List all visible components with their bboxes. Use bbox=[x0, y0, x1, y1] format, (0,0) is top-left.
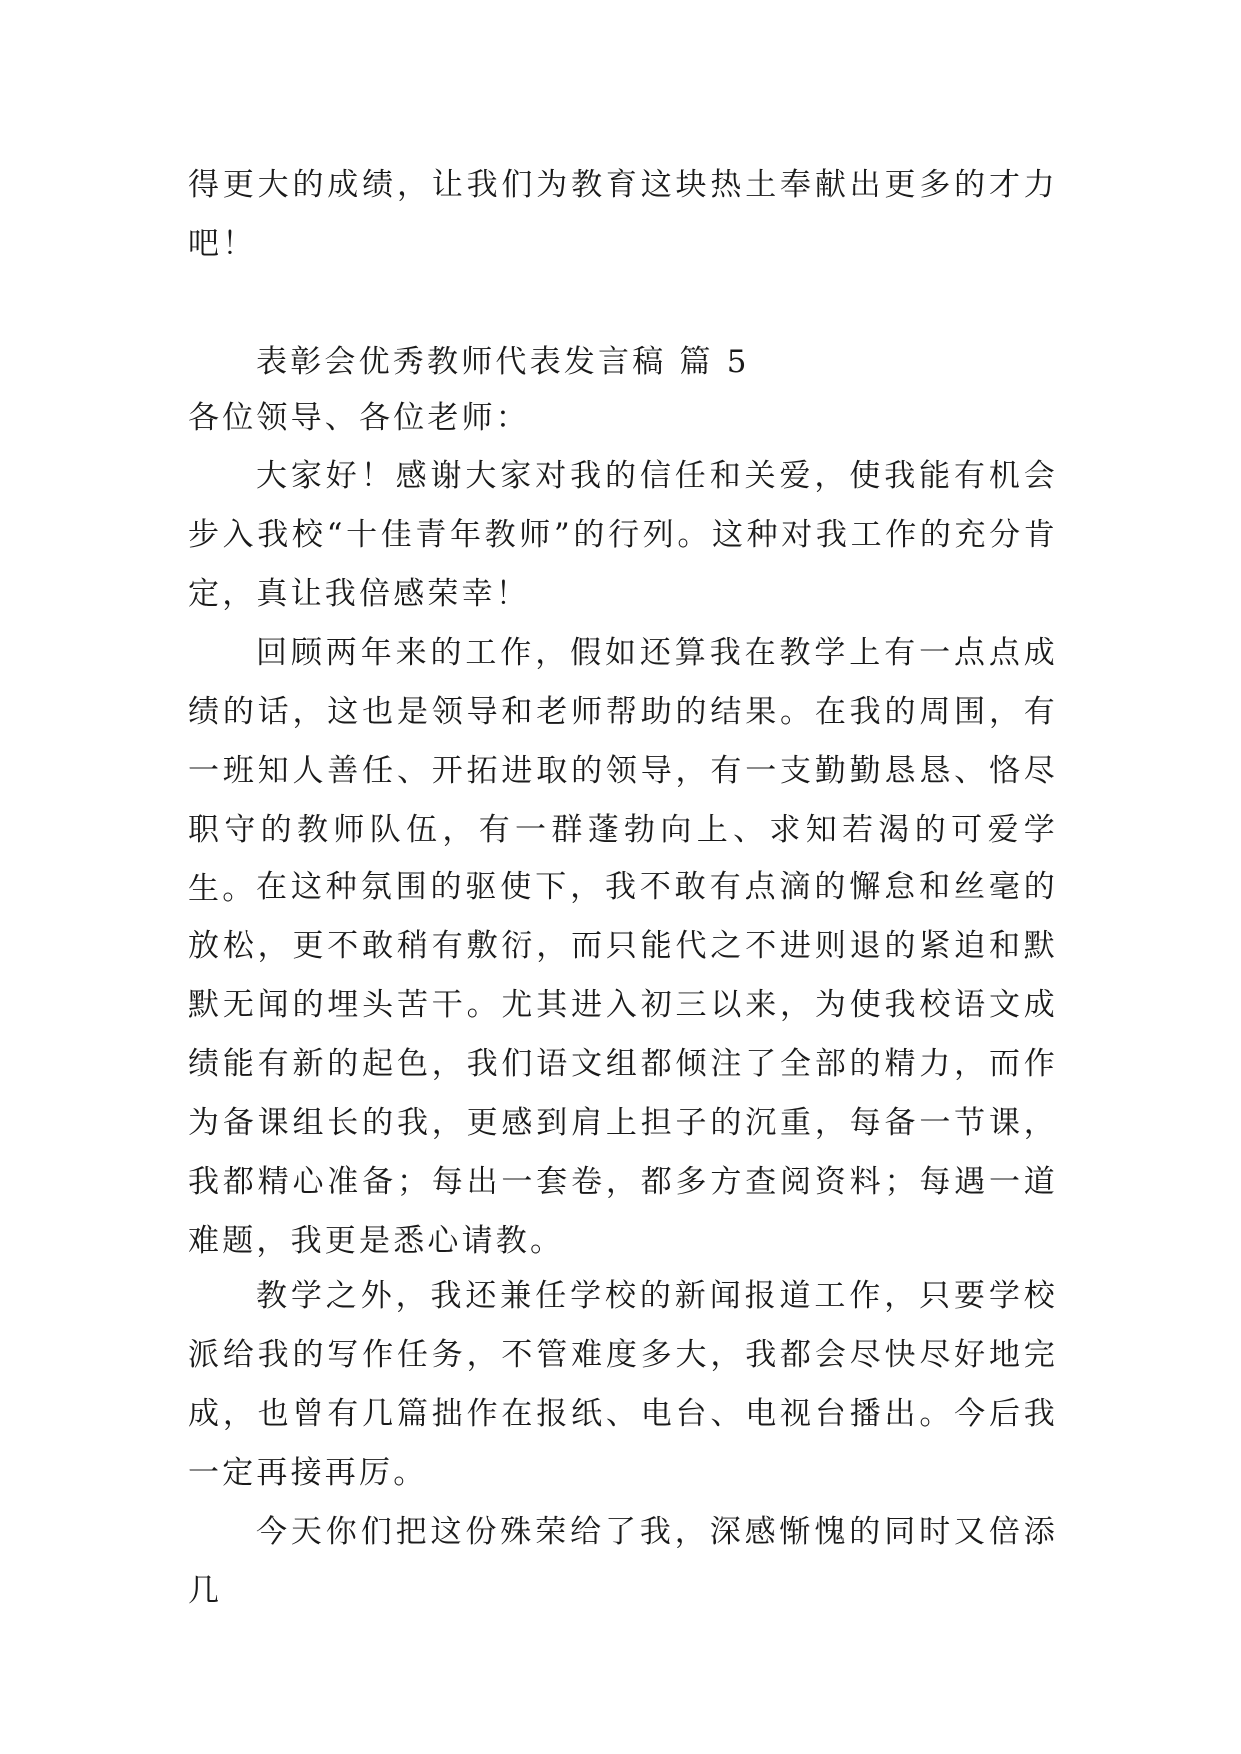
body-paragraph: 大家好！感谢大家对我的信任和关爱，使我能有机会步入我校“十佳青年教师”的行列。这种对我工作的充分肯定，真让我倍感荣幸！ bbox=[188, 458, 1058, 612]
body-paragraph: 今天你们把这份殊荣给了我，深感惭愧的同时又倍添几 bbox=[188, 1514, 1058, 1609]
body-paragraph: 在这种氛围的驱使下，我不敢有点滴的懈怠和丝毫的放松，更不敢稍有敷衍，而只能代之不进则退的紧迫和默默无闻的埋头苦干。尤其进入初三以来，为使我校语文成绩能有新的起色，我们语文组都倾注了全部的精力，而作为备课组长的我，更感到肩上担子的沉重，每备一节课，我都精心准备；每出一套卷，都多方查阅资料；每遇一道难题，我更是悉心请教。 bbox=[188, 869, 1058, 1259]
body-paragraph: 教学之外，我还兼任学校的新闻报道工作，只要学校派给我的写作任务，不管难度多大，我都会尽快尽好地完成，也曾有几篇拙作在报纸、电台、电视台播出。今后我一定再接再厉。 bbox=[188, 1278, 1058, 1491]
continuation-paragraph: 得更大的成绩，让我们为教育这块热土奉献出更多的才力吧！ bbox=[188, 167, 1058, 262]
salutation: 各位领导、各位老师： bbox=[188, 400, 530, 436]
body-paragraph: 回顾两年来的工作，假如还算我在教学上有一点点成绩的话，这也是领导和老师帮助的结果。在我的周围，有一班知人善任、开拓进取的领导，有一支勤勤恳恳、恪尽职守的教师队伍，有一群蓬勃向上、求知若渴的可爱学生。 bbox=[188, 635, 1058, 907]
section-heading: 表彰会优秀教师代表发言稿 篇 5 bbox=[256, 344, 750, 380]
